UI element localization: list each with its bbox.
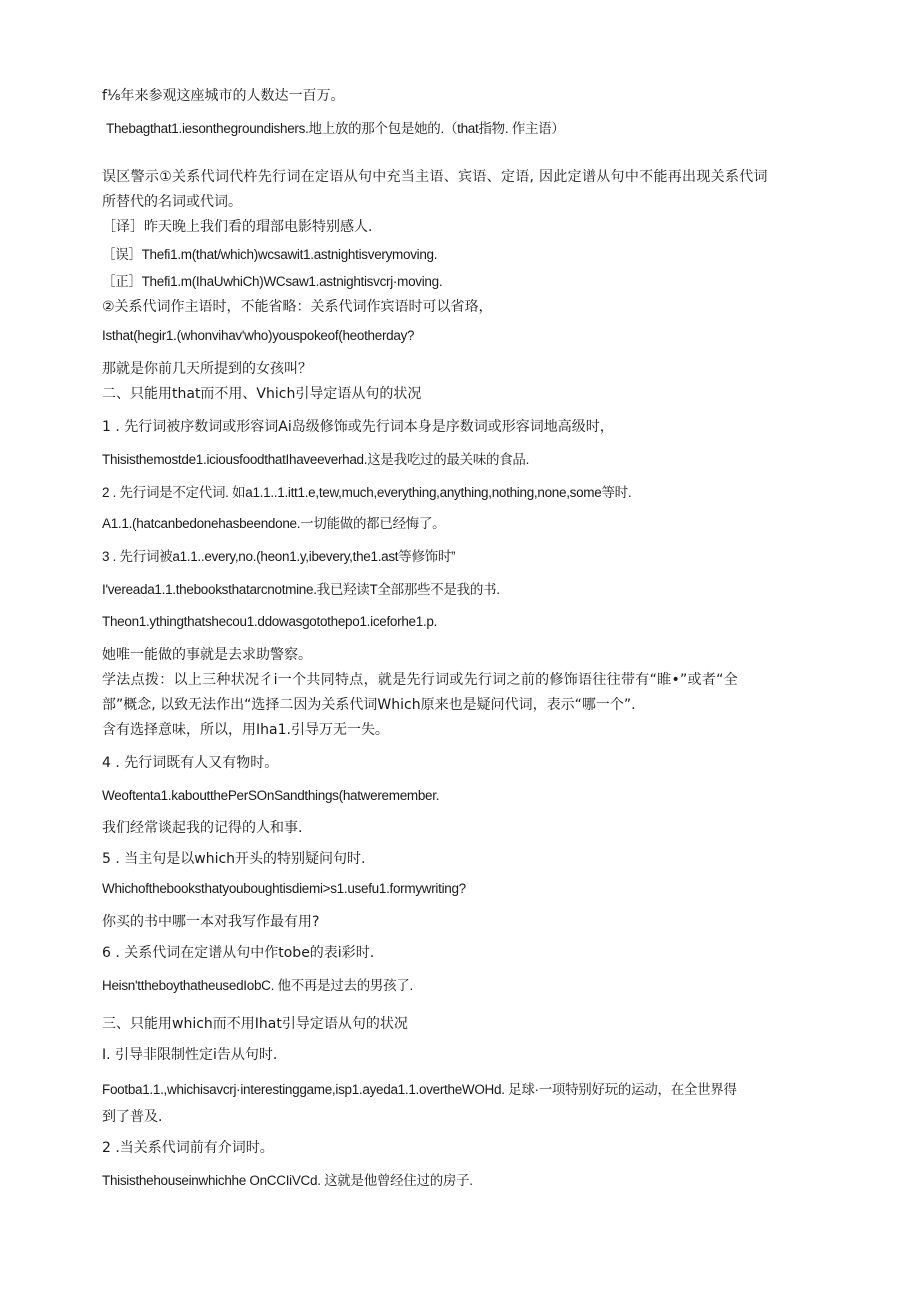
text-line-5: ［译］昨天晚上我们看的瑁部电影特别感人. [102,219,373,235]
section-heading-2: 二、只能用that而不用、Vhich引导定语从句的状况 [102,386,422,402]
text-line-32: I. 引导非限制性定i告从句时. [102,1047,278,1063]
text-line-15: A1.1.(hatcanbedonehasbeendone.一切能做的都已经悔了。 [102,516,446,531]
text-line-10: 那就是你前几天所提到的女孩叫？ [102,361,312,377]
text-line-24: Weoftenta1.kaboutthePerSOnSandthings(hatweremember. [102,788,440,803]
text-line-20: 学法点拨：以上三种状况彳i一个共同特点，就是先行词或先行词之前的修饰语往往带有“睢•”或者“全 [102,672,739,688]
text-line-30: Heisn'ttheboythatheusedIobC. 他不再是过去的男孩了. [102,978,413,993]
text-line-9: Isthat(hegir1.(whonvihav'who)youspokeof(heotherday? [102,328,415,343]
text-line-18: Theon1.ythingthatshecou1.ddowasgotothepo1.iceforhe1.p. [102,614,438,629]
text-line-34: 到了普及. [102,1109,163,1125]
text-line-13: Thisisthemostde1.iciousfoodthatIhaveeverhad.这是我吃过的最关味的食品. [102,452,530,467]
text-line-35: 2 .当关系代词前有介词时。 [102,1140,274,1156]
text-line-25: 我们经常谈起我的记得的人和事. [102,820,303,836]
text-line-19: 她唯一能做的事就是去求助警察。 [102,647,312,663]
text-line-14: 2 . 先行词是不定代词. 如a1.1..1.itt1.e,tew,much,everything,anything,nothing,none,some等时. [102,485,632,500]
text-line-12: 1 . 先行词被序数词或形容词Ai岛级修饰或先行词本身是序数词或形容词地高级时， [102,419,614,435]
text-line-33: Footba1.1.,whichisavcrj·interestinggame,isp1.ayeda1.1.overtheWOHd. 足球·一项特别好玩的运动，在全世界得 [102,1082,737,1097]
text-line-2: Thebagthat1.iesonthegroundishers.地上放的那个包是她的.（that指物. 作主语） [106,121,565,136]
text-line-6: ［误］Thefi1.m(that/which)wcsawit1.astnightisverymoving. [102,247,438,262]
section-heading-3: 三、只能用which而不用Ihat引导定语从句的状况 [102,1016,408,1032]
text-line-26: 5 . 当主句是以which开头的特别疑问句时. [102,851,366,867]
text-line-4: 所替代的名词或代词。 [102,194,242,210]
text-line-23: 4 . 先行词既有人又有物时。 [102,755,279,771]
text-line-36: Thisisthehouseinwhichhe OnCCIiVCd. 这就是他曾经住过的房子. [102,1173,473,1188]
text-line-3: 误区警示①关系代词代杵先行词在定语从句中充当主语、宾语、定语, 因此定谱从句中不能再出现关系代词 [102,169,768,185]
text-line-29: 6 . 关系代词在定谱从句中作tobe的表i彩时. [102,945,375,961]
text-line-1: f⅛年来参观这座城市的人数达一百万。 [102,88,345,104]
text-line-16: 3 . 先行词被a1.1..every,no.(heon1.y,ibevery,the1.ast等修饰时” [102,549,456,564]
text-line-8: ②关系代词作主语时，不能省略：关系代词作宾语时可以省珞， [102,299,493,315]
text-line-28: 你买的书中哪一本对我写作最有用? [102,914,320,930]
text-line-22: 含有选择意味，所以，用Iha1.引导万无一失。 [102,722,389,738]
text-line-27: Whichofthebooksthatyouboughtisdiemi>s1.usefu1.formywriting? [102,881,466,896]
text-line-7: ［正］Thefi1.m(IhaUwhiCh)WCsaw1.astnightisvcrj·moving. [102,274,443,289]
text-line-17: I'vereada1.1.thebooksthatarcnotmine.我已羟读T全部那些不是我的书. [102,582,500,597]
text-line-21: 部”概念, 以致无法作出“选择二因为关系代词Which原来也是疑问代词，表示“哪一个”. [102,697,636,713]
